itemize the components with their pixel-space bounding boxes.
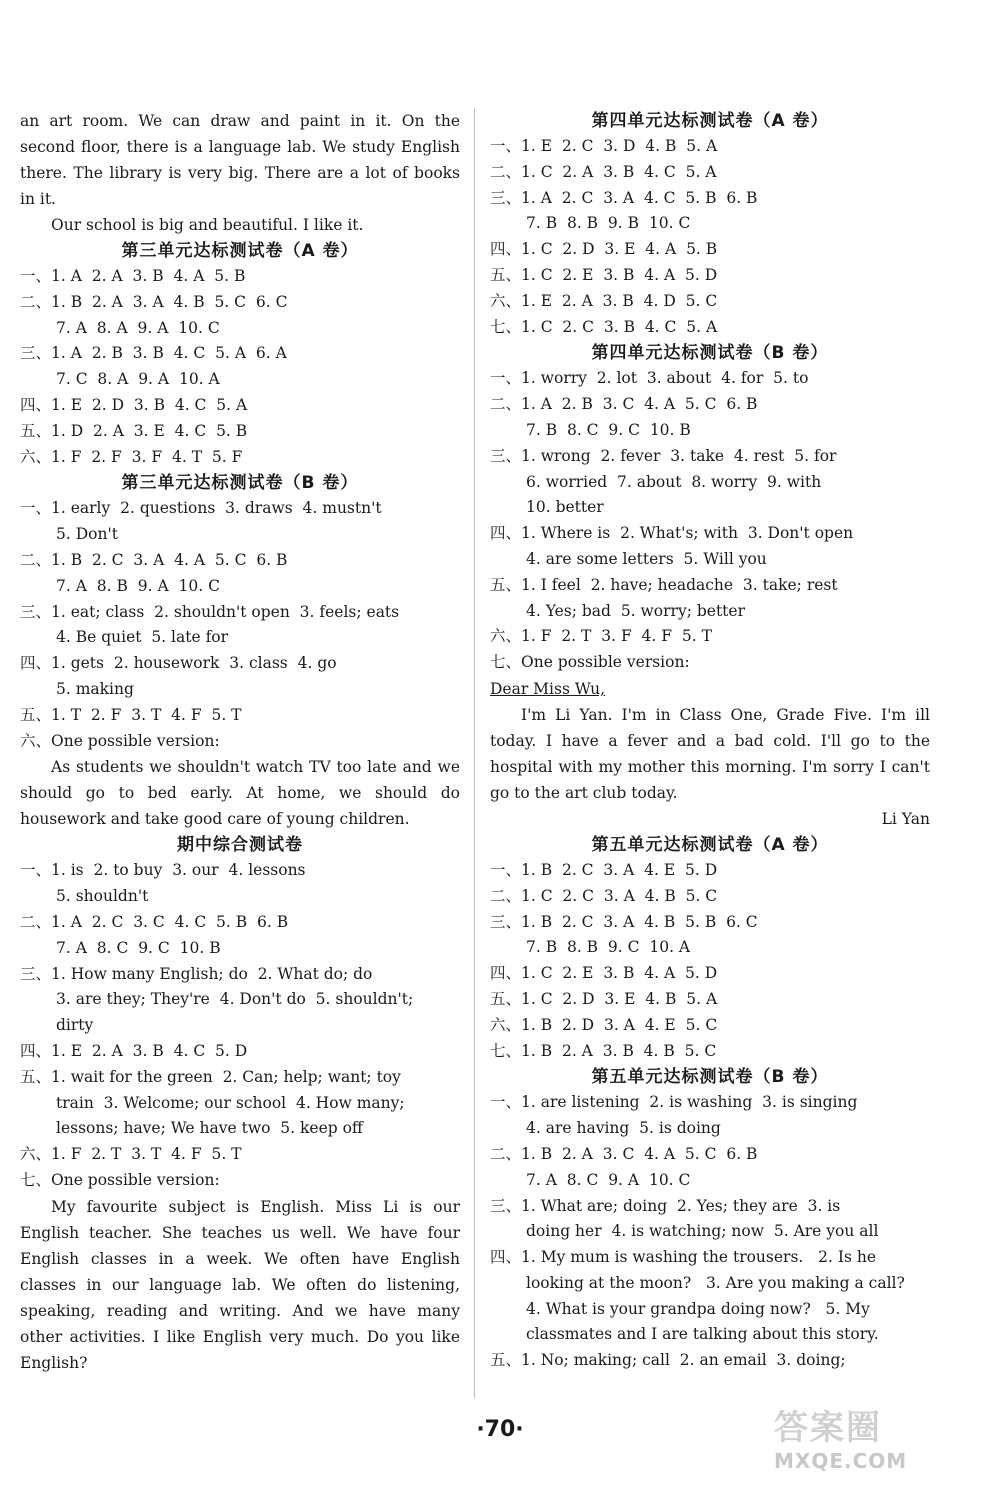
answer-line: classmates and I are talking about this story. — [526, 1325, 879, 1344]
answer-line: 四、1. E 2. A 3. B 4. C 5. D — [20, 1041, 248, 1060]
answer-line: 七、One possible version: — [20, 1170, 220, 1189]
answer-line: 三、1. A 2. C 3. A 4. C 5. B 6. B — [490, 188, 758, 207]
answer-line: 六、1. F 2. T 3. F 4. F 5. T — [490, 627, 712, 646]
answer-line: 4. What is your grandpa doing now? 5. My — [526, 1299, 870, 1318]
answer-line: 二、1. C 2. A 3. B 4. C 5. A — [490, 162, 717, 181]
answer-line: 三、1. A 2. B 3. B 4. C 5. A 6. A — [20, 344, 287, 363]
answer-line: 二、1. A 2. C 3. C 4. C 5. B 6. B — [20, 912, 289, 931]
answer-line: 七、One possible version: — [490, 653, 690, 672]
answer-line: 一、1. A 2. A 3. B 4. A 5. B — [20, 267, 246, 285]
unit3-b-title: 第三单元达标测试卷（B 卷） — [121, 473, 359, 494]
answer-line: 四、1. Where is 2. What's; with 3. Don't open — [490, 524, 854, 543]
answer-line: 一、1. worry 2. lot 3. about 4. for 5. to — [490, 369, 809, 388]
answer-line: 4. Yes; bad 5. worry; better — [526, 601, 745, 620]
answer-line: 四、1. C 2. E 3. B 4. A 5. D — [490, 964, 718, 983]
answer-line: 7. A 8. C 9. C 10. B — [56, 938, 221, 957]
answer-line: 3. are they; They're 4. Don't do 5. shouldn't; — [56, 990, 414, 1009]
answer-line: 一、1. is 2. to buy 3. our 4. lessons — [20, 861, 306, 880]
answer-line: 三、1. eat; class 2. shouldn't open 3. feels; eats — [20, 602, 400, 621]
answer-line: 五、1. T 2. F 3. T 4. F 5. T — [20, 705, 242, 724]
intro-paragraph-closing: Our school is big and beautiful. I like it. — [51, 216, 364, 234]
answer-line: lessons; have; We have two 5. keep off — [56, 1119, 363, 1138]
answer-line: 七、1. C 2. C 3. B 4. C 5. A — [490, 317, 718, 336]
answer-line: 二、1. A 2. B 3. C 4. A 5. C 6. B — [490, 395, 758, 414]
unit5-b-answers — [490, 1090, 930, 1374]
letter-salutation: Dear Miss Wu, — [490, 679, 606, 698]
letter-body: I'm Li Yan. I'm in Class One, Grade Five. I'm ill today. I have a fever and a bad cold. I'll go to the hospital with my mother this morning. I'm sorry I can't go to the art club today. — [490, 705, 930, 802]
answer-line: 二、1. B 2. A 3. A 4. B 5. C 6. C — [20, 292, 288, 311]
page-number: ·70· — [476, 1417, 524, 1442]
answer-line: 二、1. B 2. C 3. A 4. A 5. C 6. B — [20, 550, 288, 569]
watermark-logo — [774, 1400, 974, 1480]
answer-line: doing her 4. is watching; now 5. Are you all — [526, 1222, 879, 1241]
midterm-essay: My favourite subject is English. Miss Li is our English teacher. She teaches us well. We have four English classes in a week. We often have English classes in our language lab. We often do listening, speaking, reading and writing. And we have many other activities. I like English very much. Do you like English? — [20, 1197, 460, 1372]
unit4-a-answers — [490, 134, 930, 340]
unit5-a-title: 第五单元达标测试卷（A 卷） — [591, 834, 829, 855]
answer-line: 四、1. C 2. D 3. E 4. A 5. B — [490, 240, 718, 259]
unit3-b-essay: As students we shouldn't watch TV too late and we should go to bed early. At home, we should do housework and take good care of young children. — [20, 758, 460, 829]
answer-line: 七、1. B 2. A 3. B 4. B 5. C — [490, 1041, 717, 1060]
unit3-a-title: 第三单元达标测试卷（A 卷） — [121, 241, 359, 261]
answer-line: 四、1. E 2. D 3. B 4. C 5. A — [20, 395, 248, 414]
answer-line: 四、1. My mum is washing the trousers. 2. Is he — [490, 1248, 876, 1267]
answer-line: 6. worried 7. about 8. worry 9. with — [526, 472, 822, 491]
unit4-a-title: 第四单元达标测试卷（A 卷） — [591, 111, 829, 131]
answer-line: 5. Don't — [56, 525, 118, 544]
answer-line: 六、1. E 2. A 3. B 4. D 5. C — [490, 291, 718, 310]
answer-line: 7. A 8. B 9. A 10. C — [56, 576, 220, 595]
unit5-a-answers — [490, 858, 930, 1064]
answer-line: 四、1. gets 2. housework 3. class 4. go — [20, 654, 337, 673]
answer-line: 7. C 8. A 9. A 10. A — [56, 370, 220, 389]
answer-line: train 3. Welcome; our school 4. How many; — [56, 1093, 405, 1112]
answer-line: 7. A 8. A 9. A 10. C — [56, 318, 220, 337]
answer-line: 一、1. early 2. questions 3. draws 4. mustn't — [20, 499, 382, 518]
answer-line: 4. Be quiet 5. late for — [56, 628, 229, 647]
watermark-title: 答案圈 — [774, 1408, 882, 1448]
unit3-b-answers — [20, 496, 460, 754]
answer-line: 7. B 8. C 9. C 10. B — [526, 420, 691, 439]
answer-line: 一、1. are listening 2. is washing 3. is singing — [490, 1093, 858, 1112]
answer-line: 六、1. F 2. T 3. T 4. F 5. T — [20, 1145, 242, 1164]
left-column — [20, 108, 460, 1376]
intro-paragraph: an art room. We can draw and paint in it. On the second floor, there is a language lab. We study English there. The library is very big. There are a lot of books in it. — [20, 112, 460, 208]
answer-line: 六、1. B 2. D 3. A 4. E 5. C — [490, 1015, 718, 1034]
answer-line: looking at the moon? 3. Are you making a call? — [526, 1273, 905, 1292]
answer-line: 5. making — [56, 679, 134, 698]
watermark-url: MXQE.COM — [774, 1449, 908, 1473]
answer-line: 一、1. B 2. C 3. A 4. E 5. D — [490, 860, 718, 879]
answer-line: 五、1. I feel 2. have; headache 3. take; rest — [490, 575, 838, 594]
right-column — [490, 108, 930, 1374]
midterm-answers — [20, 858, 460, 1193]
unit4-b-answers — [490, 366, 930, 676]
answer-line: 六、1. F 2. F 3. F 4. T 5. F — [20, 447, 243, 466]
answer-line: 10. better — [526, 498, 604, 517]
answer-line: 7. B 8. B 9. B 10. C — [526, 214, 691, 233]
answer-line: 4. are some letters 5. Will you — [526, 549, 767, 568]
answer-line: 三、1. What are; doing 2. Yes; they are 3. is — [490, 1196, 841, 1215]
answer-line: 二、1. C 2. C 3. A 4. B 5. C — [490, 886, 718, 905]
answer-line: 5. shouldn't — [56, 887, 149, 906]
unit3-a-answers — [20, 264, 460, 470]
column-divider — [474, 108, 475, 1398]
answer-line: 五、1. wait for the green 2. Can; help; want; toy — [20, 1067, 401, 1086]
answer-line: 五、1. C 2. E 3. B 4. A 5. D — [490, 265, 718, 284]
answer-line: 五、1. D 2. A 3. E 4. C 5. B — [20, 421, 248, 440]
answer-line: 六、One possible version: — [20, 731, 220, 750]
answer-line: dirty — [56, 1016, 94, 1035]
unit5-b-title: 第五单元达标测试卷（B 卷） — [591, 1067, 829, 1088]
midterm-title: 期中综合测试卷 — [177, 835, 303, 856]
unit4-b-title: 第四单元达标测试卷（B 卷） — [591, 343, 829, 364]
answer-line: 7. B 8. B 9. C 10. A — [526, 938, 691, 957]
answer-line: 7. A 8. C 9. A 10. C — [526, 1170, 691, 1189]
answer-line: 二、1. B 2. A 3. C 4. A 5. C 6. B — [490, 1144, 758, 1163]
letter-signature: Li Yan — [881, 809, 930, 828]
answer-line: 三、1. How many English; do 2. What do; do — [20, 964, 373, 983]
answer-line: 五、1. C 2. D 3. E 4. B 5. A — [490, 989, 718, 1008]
answer-line: 三、1. B 2. C 3. A 4. B 5. B 6. C — [490, 912, 758, 931]
answer-line: 一、1. E 2. C 3. D 4. B 5. A — [490, 137, 718, 155]
answer-line: 三、1. wrong 2. fever 3. take 4. rest 5. for — [490, 446, 837, 465]
answer-line: 五、1. No; making; call 2. an email 3. doing; — [490, 1351, 846, 1370]
answer-line: 4. are having 5. is doing — [526, 1119, 721, 1138]
